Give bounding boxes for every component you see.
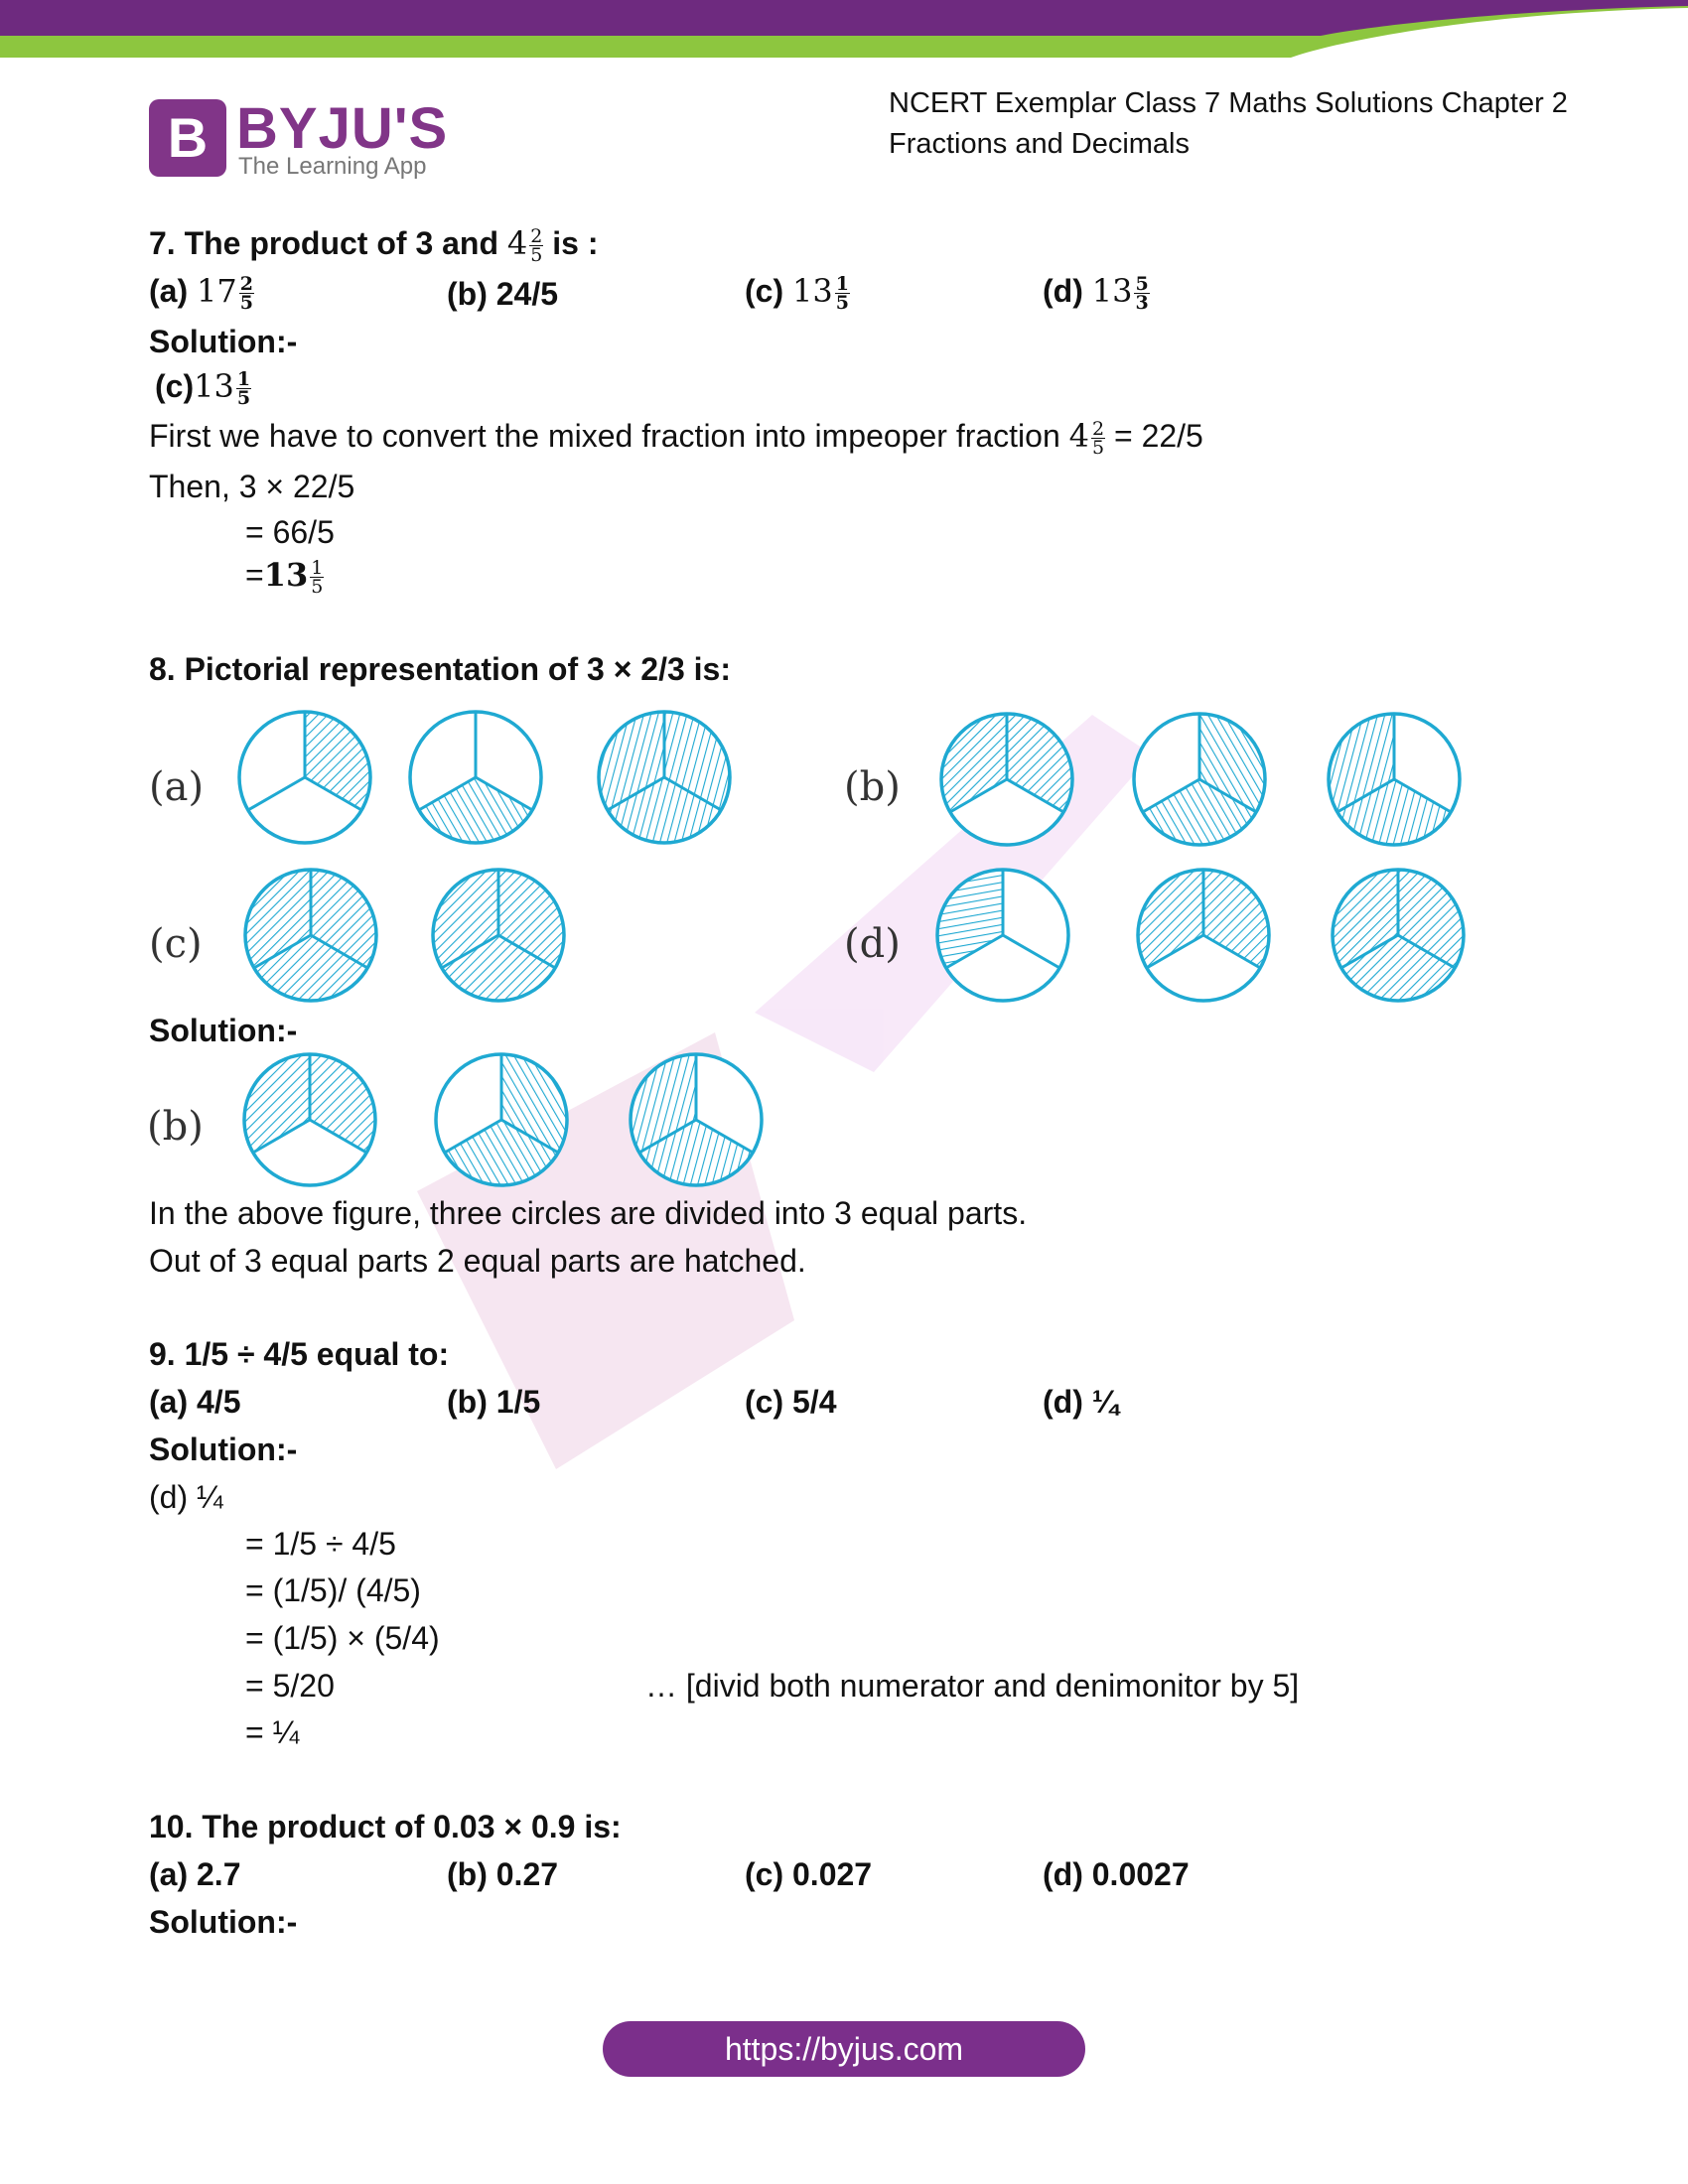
q7-option-b: (b) 24/5 xyxy=(447,276,559,312)
q7-step-final: =13 $\frac{1}{5}$ xyxy=(245,556,324,599)
q8-c-circle-2 xyxy=(433,870,564,1001)
q8-b-circle-2 xyxy=(1134,714,1265,845)
q9-option-a: (a) 4/5 xyxy=(149,1384,241,1420)
q10-question: 10. The product of 0.03 × 0.9 is: xyxy=(149,1809,622,1844)
q7-step-convert: First we have to convert the mixed fraction into impeoper fraction 4 $\frac{2}{5}$ = 22/5 xyxy=(149,417,1203,460)
q8-answer-circle-1 xyxy=(244,1054,375,1185)
q8-answer-circle-3 xyxy=(631,1054,762,1185)
q7-answer: (c)13 $\frac{1}{5}$ xyxy=(155,367,251,410)
q8-b-circle-3 xyxy=(1329,714,1460,845)
q8-answer-label: (b) xyxy=(147,1104,204,1150)
q8-label-c: (c) xyxy=(149,921,203,967)
byjus-logo[interactable] xyxy=(149,95,447,181)
q9-step-5: = ¼ xyxy=(245,1714,300,1750)
q9-step-2: = (1/5)/ (4/5) xyxy=(245,1572,421,1608)
q9-step-3: = (1/5) × (5/4) xyxy=(245,1620,440,1656)
q9-note: … [divid both numerator and denimonitor by 5] xyxy=(645,1668,1300,1704)
q8-explanation-1: In the above figure, three circles are divided into 3 equal parts. xyxy=(149,1195,1028,1231)
q7-option-a: (a) 17 $\frac{2}{5}$ xyxy=(149,272,253,315)
q9-solution-label: Solution:- xyxy=(149,1432,298,1467)
q7-question: 7. The product of 3 and 4 $\frac{2}{5}$ is : xyxy=(149,224,599,267)
q8-solution-label: Solution:- xyxy=(149,1013,298,1048)
q9-option-b: (b) 1/5 xyxy=(447,1384,541,1420)
q7-option-d: (d) 13 $\frac{5}{3}$ xyxy=(1043,272,1149,315)
q9-answer: (d) ¼ xyxy=(149,1479,223,1515)
q8-d-circle-2 xyxy=(1138,870,1269,1001)
q7-solution-label: Solution:- xyxy=(149,324,298,359)
q8-a-circle-2 xyxy=(410,712,541,843)
q8-explanation-2: Out of 3 equal parts 2 equal parts are hatched. xyxy=(149,1243,806,1279)
q8-d-circle-1 xyxy=(937,870,1068,1001)
page-title: NCERT Exemplar Class 7 Maths Solutions Chapter 2 Fractions and Decimals xyxy=(889,87,1568,160)
q7-step-result: = 66/5 xyxy=(245,514,335,550)
q10-option-b: (b) 0.27 xyxy=(447,1856,559,1892)
q8-figures xyxy=(0,695,1688,1211)
q8-a-circle-3 xyxy=(599,712,730,843)
q9-question: 9. 1/5 ÷ 4/5 equal to: xyxy=(149,1336,450,1372)
logo-brand-name: BYJU'S xyxy=(236,96,449,161)
q8-label-d: (d) xyxy=(844,921,901,967)
q9-option-d: (d) ¼ xyxy=(1043,1384,1119,1420)
q10-option-c: (c) 0.027 xyxy=(745,1856,873,1892)
q8-c-circle-1 xyxy=(245,870,376,1001)
logo-b-icon: B xyxy=(149,99,226,177)
top-banner xyxy=(0,0,1688,60)
q7-option-c: (c) 13 $\frac{1}{5}$ xyxy=(745,272,849,315)
q8-d-circle-3 xyxy=(1333,870,1464,1001)
q10-solution-label: Solution:- xyxy=(149,1904,298,1940)
q10-option-d: (d) 0.0027 xyxy=(1043,1856,1190,1892)
logo-tagline: The Learning App xyxy=(238,153,427,180)
q9-step-1: = 1/5 ÷ 4/5 xyxy=(245,1526,396,1562)
q8-answer-circle-2 xyxy=(436,1054,567,1185)
q8-question: 8. Pictorial representation of 3 × 2/3 is: xyxy=(149,651,731,687)
q8-a-circle-1 xyxy=(239,712,370,843)
q9-option-c: (c) 5/4 xyxy=(745,1384,837,1420)
q10-option-a: (a) 2.7 xyxy=(149,1856,241,1892)
q8-label-a: (a) xyxy=(149,764,205,810)
q7-step-multiply: Then, 3 × 22/5 xyxy=(149,469,355,504)
q8-label-b: (b) xyxy=(844,764,901,810)
q8-b-circle-1 xyxy=(941,714,1072,845)
q9-step-4: = 5/20 xyxy=(245,1668,335,1704)
footer-url-link[interactable]: https://byjus.com xyxy=(603,2021,1085,2077)
